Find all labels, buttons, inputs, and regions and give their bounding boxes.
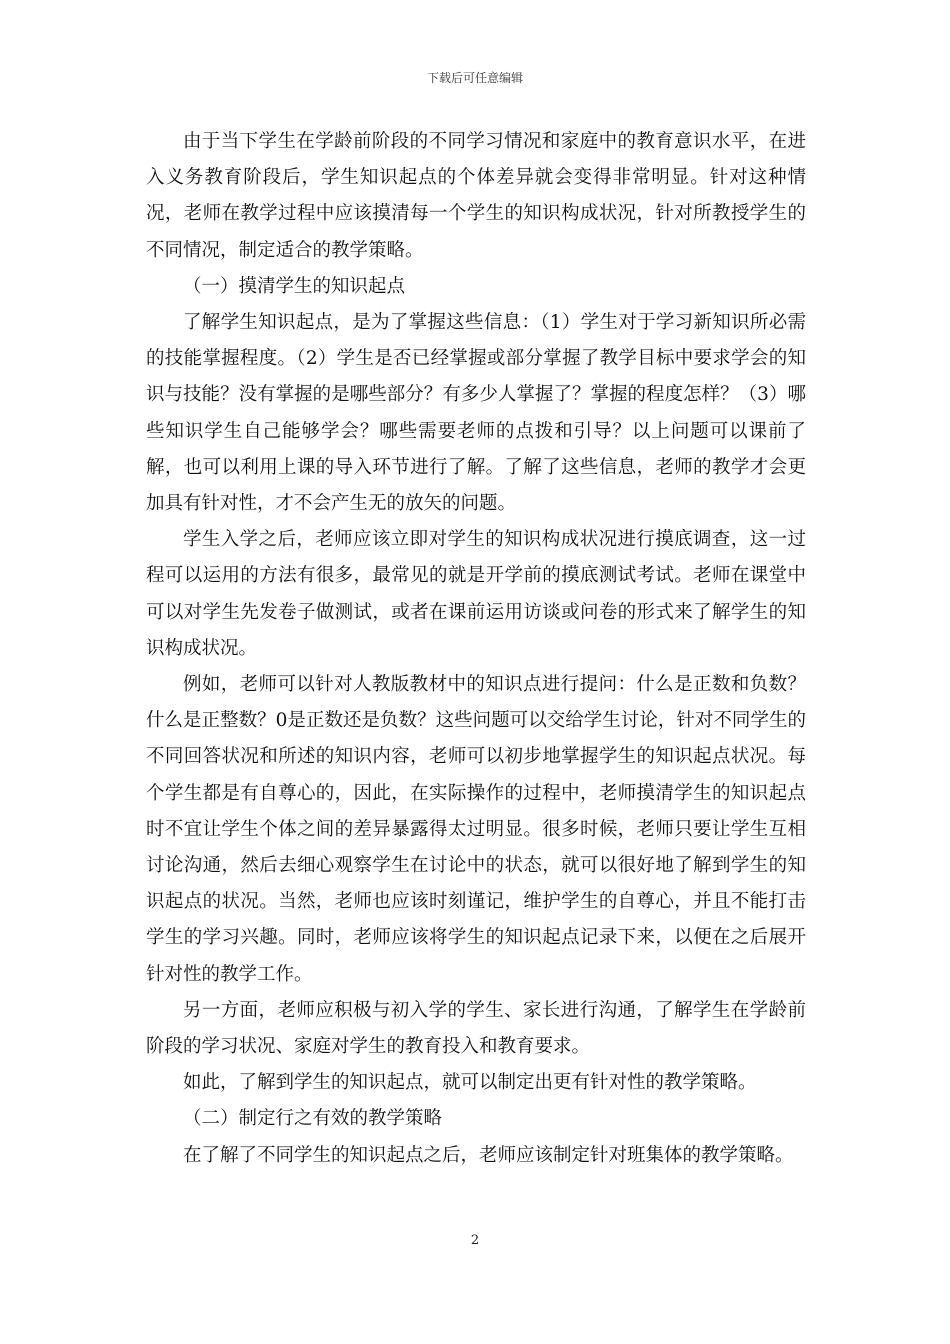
document-body: [146, 124, 806, 1174]
page-header: 下载后可任意编辑: [426, 71, 523, 85]
paragraph-survey: 学生入学之后，老师应该立即对学生的知识构成状况进行摸底调查，这一过程可以运用的方法有很多，最常见的就是开学前的摸底测试考试。老师在课堂中可以对学生先发卷子做测试，或者在课前运用访谈或问卷的形式来了解学生的知识构成状况。: [146, 529, 806, 659]
section-heading-2: （二）制定行之有效的教学策略: [183, 1108, 443, 1130]
section-heading-1: （一）摸清学生的知识起点: [183, 275, 406, 297]
paragraph-strategy: 在了解了不同学生的知识起点之后，老师应该制定针对班集体的教学策略。: [183, 1144, 794, 1166]
paragraph-intro: 由于当下学生在学龄前阶段的不同学习情况和家庭中的教育意识水平，在进入义务教育阶段后，学生知识起点的个体差异就会变得非常明显。针对这种情况，老师在教学过程中应该摸清每一个学生的知识构成状况，针对所教授学生的不同情况，制定适合的教学策略。: [146, 131, 806, 261]
paragraph-example: 例如，老师可以针对人教版教材中的知识点进行提问：什么是正数和负数？什么是正整数？0是正数还是负数？这些问题可以交给学生讨论，针对不同学生的不同回答状况和所述的知识内容，老师可以初步地掌握学生的知识起点状况。每个学生都是有自尊心的，因此，在实际操作的过程中，老师摸清学生的知识起点时不宜让学生个体之间的差异暴露得太过明显。很多时候，老师只要让学生互相讨论沟通，然后去细心观察学生在讨论中的状态，就可以很好地了解到学生的知识起点的状况。当然，老师也应该时刻谨记，维护学生的自尊心，并且不能打击学生的学习兴趣。同时，老师应该将学生的知识起点记录下来，以便在之后展开针对性的教学工作。: [146, 674, 806, 985]
paragraph-conclusion: 如此，了解到学生的知识起点，就可以制定出更有针对性的教学策略。: [183, 1072, 757, 1094]
paragraph-knowledge-info: 了解学生知识起点，是为了掌握这些信息：（1）学生对于学习新知识所必需的技能掌握程度。（2）学生是否已经掌握或部分掌握了教学目标中要求学会的知识与技能？没有掌握的是哪些部分？有多少人掌握了？掌握的程度怎样？（3）哪些知识学生自己能够学会？哪些需要老师的点拨和引导？以上问题可以课前了解，也可以利用上课的导入环节进行了解。了解了这些信息，老师的教学才会更加具有针对性，才不会产生无的放矢的问题。: [146, 312, 806, 515]
paragraph-parents: 另一方面，老师应积极与初入学的学生、家长进行沟通，了解学生在学龄前阶段的学习状况、家庭对学生的教育投入和教育要求。: [146, 999, 806, 1058]
page-number: 2: [470, 1233, 480, 1248]
